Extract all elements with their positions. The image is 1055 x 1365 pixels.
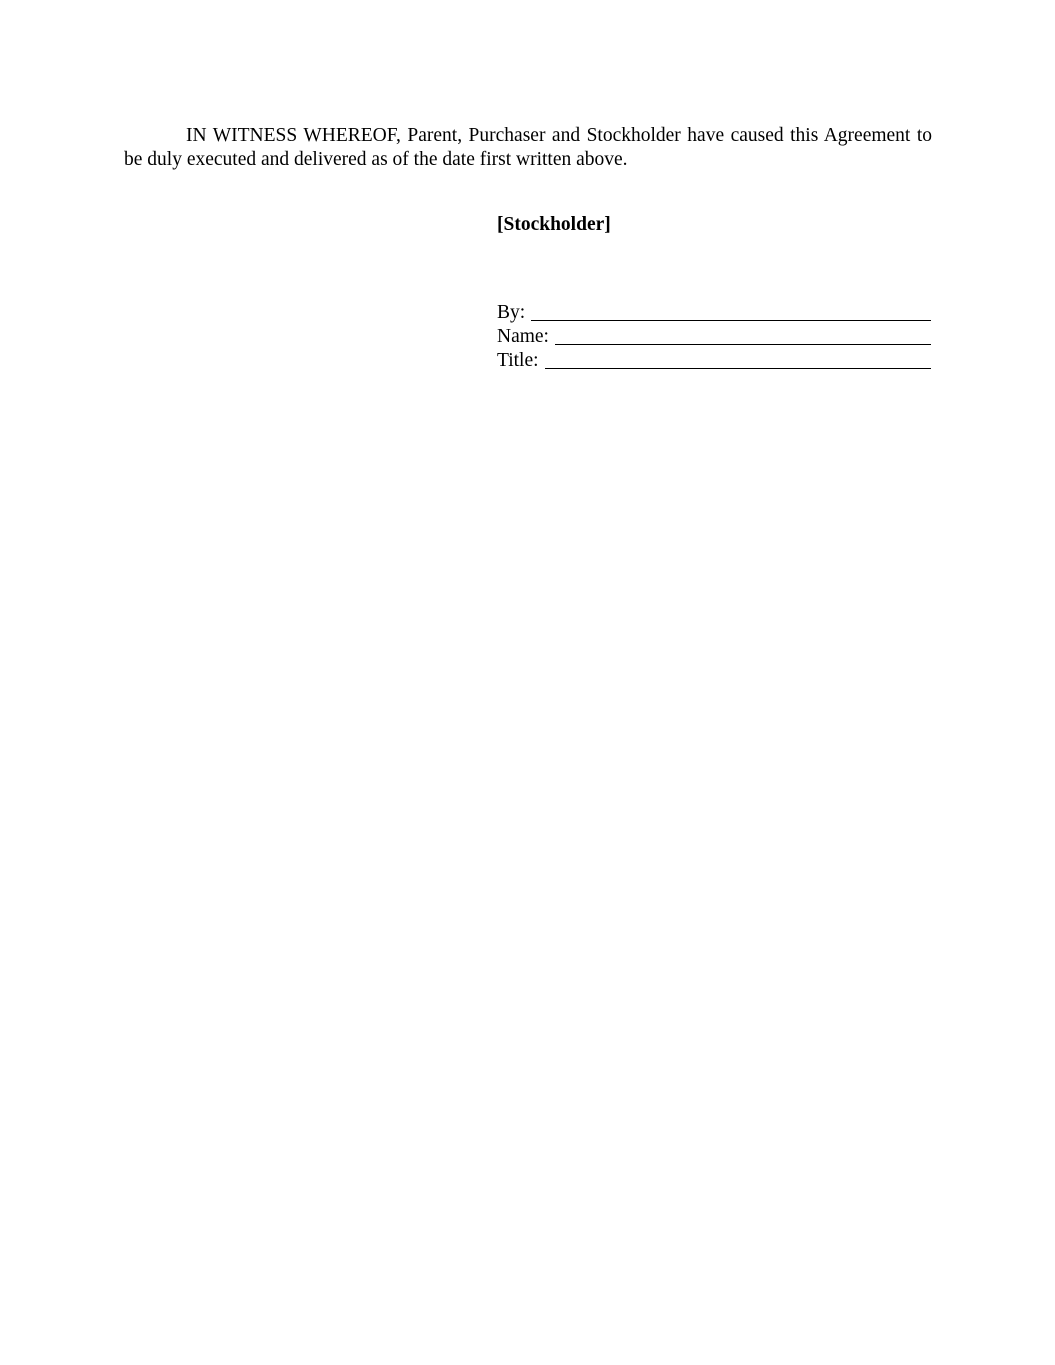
signature-label-name: Name:	[497, 326, 549, 347]
signature-label-by: By:	[497, 302, 526, 323]
signature-blank-name	[555, 326, 931, 345]
signature-block	[497, 212, 931, 371]
signature-label-title: Title:	[497, 350, 539, 371]
signature-line-name	[497, 324, 931, 348]
signature-lines	[497, 300, 931, 372]
signature-line-title	[497, 348, 931, 372]
signature-blank-title	[545, 350, 931, 369]
signatory-party-name: [Stockholder]	[497, 214, 611, 235]
witness-paragraph: IN WITNESS WHEREOF, Parent, Purchaser and Stockholder have caused this Agreement to be duly executed and delivered as of the date first written above.	[124, 125, 932, 170]
signature-blank-by	[531, 302, 931, 321]
signature-line-by	[497, 300, 931, 324]
